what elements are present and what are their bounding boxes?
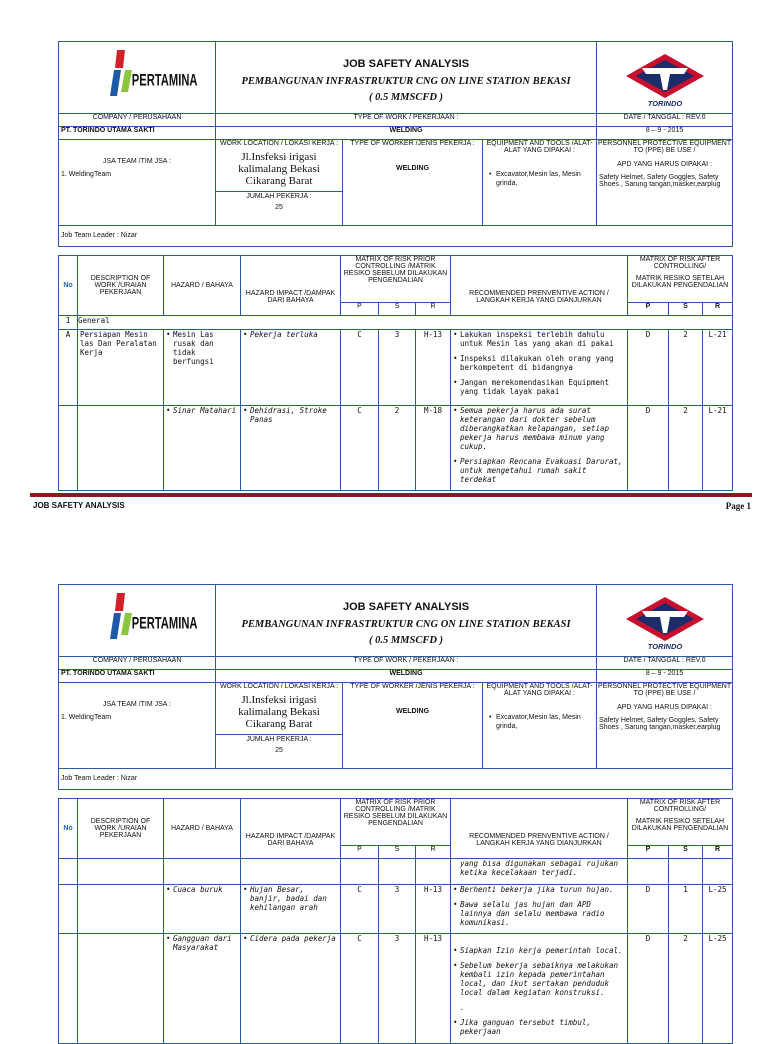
- col-hazard: HAZARD / BAHAYA: [164, 256, 241, 316]
- company-label: COMPANY / PERUSAHAAN: [59, 656, 216, 669]
- jsa-team-label: JSA TEAM /TIM JSA :: [103, 157, 171, 165]
- col-matrix-after-line2: MATRIK RESIKO SETELAH DILAKUKAN PENGENDALIAN: [631, 275, 729, 289]
- equipment-label: EQUIPMENT AND TOOLS /ALAT-ALAT YANG DIPAKAI :: [486, 139, 593, 154]
- col-matrix-after: [628, 799, 733, 846]
- row-s-after: 2: [669, 406, 703, 491]
- col-p-after: P: [628, 846, 669, 859]
- col-r-prior: R: [416, 846, 451, 859]
- action-item: • Jika ganguan tersebut timbul, pekerjaan: [453, 1018, 625, 1036]
- col-p-after: P: [628, 303, 669, 316]
- row-impact: • Dehidrasi, Stroke Panas: [243, 406, 338, 424]
- row-r: H-13: [416, 934, 451, 1044]
- row-s: 3: [379, 330, 416, 406]
- row-description: Persiapan Mesin las Dan Peralatan Kerja: [78, 330, 164, 406]
- type-worker-label: TYPE OF WORKER /JENIS PEKERJA :: [350, 139, 475, 147]
- team-leader: Job Team Leader : Nizar: [59, 768, 733, 789]
- row-s-after: 2: [669, 934, 703, 1044]
- company-value: PT. TORINDO UTAMA SAKTI: [59, 669, 216, 682]
- row-p: C: [341, 885, 379, 934]
- date-value: 8 – 9 - 2015: [597, 126, 733, 139]
- jumlah-value: 25: [275, 203, 283, 211]
- type-of-work-label: TYPE OF WORK / PEKERJAAN :: [216, 656, 597, 669]
- ppe-label: PERSONNEL PROTECTIVE EQUIPMENT TO (PPE) BE USE /: [597, 139, 732, 154]
- col-matrix-prior: MATRIX OF RISK PRIOR CONTROLLING /MATRIK RESIKO SEBELUM DILAKUKAN PENGENDALIAN: [341, 799, 451, 846]
- row-p-after: D: [628, 934, 669, 1044]
- action-item: .: [460, 1003, 465, 1012]
- col-action: RECOMMENDED PRENVENTIVE ACTION / LANGKAH KERJA YANG DIANJURKAN: [451, 799, 628, 859]
- action-item: • Sebelum bekerja sebaiknya melakukan kembali izin kepada pemerintahan local, dan ikut sertakan penduduk local dalam kegiatan konstruksi.: [453, 961, 625, 997]
- col-s-after: S: [669, 846, 703, 859]
- jsa-title: JOB SAFETY ANALYSIS: [342, 600, 470, 613]
- svg-text:PERTAMINA: PERTAMINA: [131, 71, 198, 91]
- section-no: 1: [59, 316, 78, 330]
- work-location-label: WORK LOCATION / LOKASI KERJA :: [219, 682, 339, 690]
- col-p-prior: P: [341, 303, 379, 316]
- row-hazard: • Mesin Las rusak dan tidak berfungsi: [166, 330, 238, 366]
- row-r-after: L-25: [703, 934, 733, 1044]
- row-r: H-13: [416, 885, 451, 934]
- action-item: • Semua pekerja harus ada surat keterangan dari dokter sebelum diberangkatkan kelapangan, setiap pekerja harus membawa minum yang cukup.: [453, 406, 625, 451]
- project-capacity: ( 0.5 MMSCFD ): [368, 634, 444, 646]
- work-location-cell: [216, 682, 343, 768]
- col-s-after: S: [669, 303, 703, 316]
- ppe-value: Safety Helmet, Safety Goggles, Safety Shoes , Sarung tangan,masker,earplug: [599, 173, 721, 188]
- col-p-prior: P: [341, 846, 379, 859]
- row-no: A: [59, 330, 78, 406]
- torindo-logo-cell: [597, 585, 733, 657]
- row-impact: • Cidera pada pekerja: [243, 934, 338, 943]
- torindo-logo: [620, 52, 710, 108]
- type-of-work-value: WELDING: [216, 669, 597, 682]
- footer-bar: [30, 493, 752, 497]
- pertamina-logo: [87, 46, 198, 106]
- table-row: [59, 406, 733, 491]
- row-r: H-13: [416, 330, 451, 406]
- row-p-after: D: [628, 406, 669, 491]
- type-worker-value: WELDING: [395, 707, 430, 715]
- jsa-team-value: 1. WeldingTeam: [61, 170, 112, 178]
- row-s-after: 2: [669, 330, 703, 406]
- section-label: General: [78, 316, 733, 330]
- col-description: DESCRIPTION OF WORK /URAIAN PEKERJAAN: [78, 799, 164, 859]
- action-continuation: yang bisa digunakan sebagai rujukan ketika kecelakaan terjadi.: [451, 859, 628, 885]
- table-row: [59, 885, 733, 934]
- svg-text:TORINDO: TORINDO: [647, 642, 682, 651]
- equipment-cell: [483, 139, 597, 225]
- col-matrix-after-line1: MATRIX OF RISK AFTER CONTROLLING/: [639, 799, 721, 813]
- action-item: • Persiapkan Rencana Evakuasi Darurat, untuk mengetahui rumah sakit terdekat: [453, 457, 625, 484]
- type-of-work-label: TYPE OF WORK / PEKERJAAN :: [216, 113, 597, 126]
- col-r-after: R: [703, 303, 733, 316]
- col-r-prior: R: [416, 303, 451, 316]
- row-p-after: D: [628, 330, 669, 406]
- row-p: C: [341, 934, 379, 1044]
- project-name: PEMBANGUNAN INFRASTRUKTUR CNG ON LINE STATION BEKASI: [241, 75, 571, 87]
- title-cell: [216, 42, 597, 114]
- pertamina-logo: [87, 589, 198, 649]
- header-table: [58, 584, 733, 790]
- ppe-label-2: APD YANG HARUS DIPAKAI :: [617, 160, 712, 168]
- ppe-label: PERSONNEL PROTECTIVE EQUIPMENT TO (PPE) BE USE /: [597, 682, 732, 697]
- torindo-logo-cell: [597, 42, 733, 114]
- action-item: • Inspeksi dilakukan oleh orang yang berkompetent di bidangnya: [453, 354, 625, 372]
- section-row: [59, 316, 733, 330]
- col-s-prior: S: [379, 303, 416, 316]
- work-location-value: Jl.Insfeksi irigasi kalimalang Bekasi Cikarang Barat: [238, 150, 320, 187]
- date-label: DATE / TANGGAL : REV.0: [597, 656, 733, 669]
- jsa-team-value: 1. WeldingTeam: [61, 713, 112, 721]
- jumlah-value: 25: [275, 746, 283, 754]
- footer-title: JOB SAFETY ANALYSIS: [33, 501, 125, 510]
- work-location-label: WORK LOCATION / LOKASI KERJA :: [219, 139, 339, 147]
- equipment-label: EQUIPMENT AND TOOLS /ALAT-ALAT YANG DIPAKAI :: [486, 682, 593, 697]
- date-value: 8 – 9 - 2015: [597, 669, 733, 682]
- jumlah-label: JUMLAH PEKERJA :: [216, 191, 342, 200]
- col-description: DESCRIPTION OF WORK /URAIAN PEKERJAAN: [78, 256, 164, 316]
- ppe-label-2: APD YANG HARUS DIPAKAI :: [617, 703, 712, 711]
- col-hazard: HAZARD / BAHAYA: [164, 799, 241, 859]
- action-item: • Siapkan Izin kerja pemerintah local.: [453, 946, 625, 955]
- hazard-table: [58, 255, 733, 491]
- row-s: 3: [379, 934, 416, 1044]
- table-row: [59, 330, 733, 406]
- col-impact: HAZARD IMPACT /DAMPAK DARI BAHAYA: [241, 256, 341, 316]
- ppe-value: Safety Helmet, Safety Goggles, Safety Shoes , Sarung tangan,masker,earplug: [599, 716, 721, 731]
- pertamina-logo-cell: [59, 585, 216, 657]
- action-item: • Bawa selalu jas hujan dan APD lainnya dan selalu membawa radio komunikasi.: [453, 900, 625, 927]
- row-hazard: • Cuaca buruk: [166, 885, 238, 894]
- col-matrix-after: [628, 256, 733, 303]
- type-of-work-value: WELDING: [216, 126, 597, 139]
- company-label: COMPANY / PERUSAHAAN: [59, 113, 216, 126]
- col-impact: HAZARD IMPACT /DAMPAK DARI BAHAYA: [241, 799, 341, 859]
- action-item: • Berhenti bekerja jika turun hujan.: [453, 885, 625, 894]
- row-hazard: • Sinar Matahari: [166, 406, 238, 415]
- row-s: 2: [379, 406, 416, 491]
- type-worker-label: TYPE OF WORKER /JENIS PEKERJA :: [350, 682, 475, 690]
- row-s-after: 1: [669, 885, 703, 934]
- row-impact: • Hujan Besar, banjir, badai dan kehilangan arah: [243, 885, 338, 912]
- jumlah-label: JUMLAH PEKERJA :: [216, 734, 342, 743]
- project-capacity: ( 0.5 MMSCFD ): [368, 91, 444, 103]
- ppe-cell: [597, 682, 733, 768]
- col-r-after: R: [703, 846, 733, 859]
- svg-text:TORINDO: TORINDO: [647, 99, 682, 108]
- title-cell: [216, 585, 597, 657]
- type-worker-value: WELDING: [395, 164, 430, 172]
- equipment-value: • Excavator,Mesin las, Mesin grinda,: [489, 170, 596, 188]
- jsa-team-cell: [59, 139, 216, 225]
- equipment-cell: [483, 682, 597, 768]
- table-row: [59, 934, 733, 1044]
- type-worker-cell: [343, 682, 483, 768]
- table-row: [59, 859, 733, 885]
- row-r: M-18: [416, 406, 451, 491]
- col-matrix-prior: MATRIX OF RISK PRIOR CONTROLLING /MATRIK RESIKO SEBELUM DILAKUKAN PENGENDALIAN: [341, 256, 451, 303]
- company-value: PT. TORINDO UTAMA SAKTI: [59, 126, 216, 139]
- svg-text:PERTAMINA: PERTAMINA: [131, 614, 198, 634]
- col-matrix-after-line2: MATRIK RESIKO SETELAH DILAKUKAN PENGENDALIAN: [631, 818, 729, 832]
- row-p: C: [341, 330, 379, 406]
- ppe-cell: [597, 139, 733, 225]
- hazard-table: [58, 798, 733, 1044]
- jsa-team-cell: [59, 682, 216, 768]
- row-hazard: • Gangguan dari Masyarakat: [166, 934, 238, 952]
- project-name: PEMBANGUNAN INFRASTRUKTUR CNG ON LINE STATION BEKASI: [241, 618, 571, 630]
- torindo-logo: [620, 595, 710, 651]
- row-r-after: L-25: [703, 885, 733, 934]
- col-action: RECOMMENDED PRENVENTIVE ACTION / LANGKAH KERJA YANG DIANJURKAN: [451, 256, 628, 316]
- col-no: No: [59, 256, 78, 316]
- row-s: 3: [379, 885, 416, 934]
- row-p: C: [341, 406, 379, 491]
- jsa-team-label: JSA TEAM /TIM JSA :: [103, 700, 171, 708]
- col-matrix-after-line1: MATRIX OF RISK AFTER CONTROLLING/: [639, 256, 721, 270]
- header-table: [58, 41, 733, 247]
- jsa-title: JOB SAFETY ANALYSIS: [342, 57, 470, 70]
- row-r-after: L-21: [703, 330, 733, 406]
- col-s-prior: S: [379, 846, 416, 859]
- row-impact: • Pekerja terluka: [243, 330, 338, 339]
- work-location-cell: [216, 139, 343, 225]
- row-p-after: D: [628, 885, 669, 934]
- col-no: No: [59, 799, 78, 859]
- equipment-value: • Excavator,Mesin las, Mesin grinda,: [489, 713, 596, 731]
- row-r-after: L-21: [703, 406, 733, 491]
- work-location-value: Jl.Insfeksi irigasi kalimalang Bekasi Cikarang Barat: [238, 693, 320, 730]
- date-label: DATE / TANGGAL : REV.0: [597, 113, 733, 126]
- page-number: Page 1: [725, 501, 751, 511]
- action-item: • Lakukan inspeksi terlebih dahulu untuk Mesin las yang akan di pakai: [453, 330, 625, 348]
- type-worker-cell: [343, 139, 483, 225]
- action-item: • Jangan merekomendasikan Equipment yang tidak layak pakai: [453, 378, 625, 396]
- team-leader: Job Team Leader : Nizar: [59, 225, 733, 246]
- pertamina-logo-cell: [59, 42, 216, 114]
